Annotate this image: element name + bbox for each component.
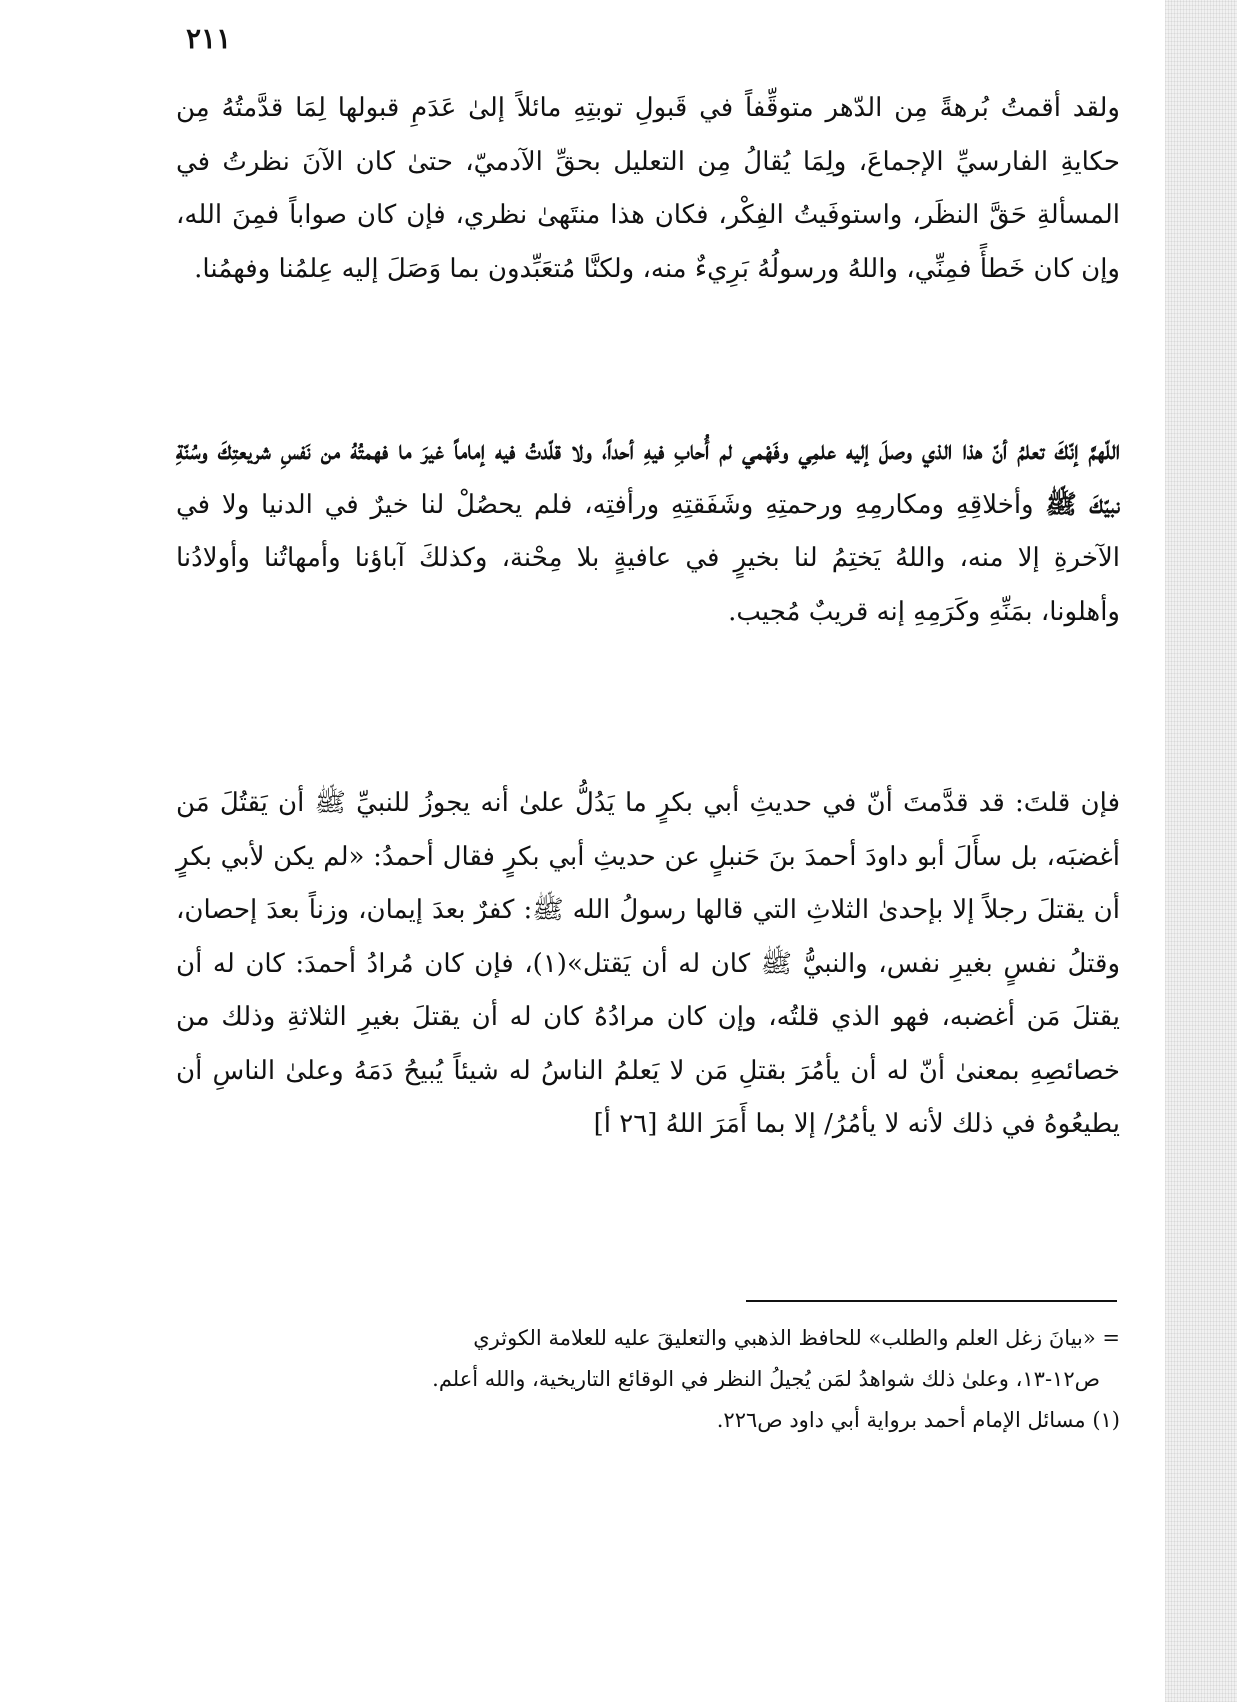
page-number: ٢١١ (186, 22, 232, 55)
footnote-continuation-line-2: ص١٢-١٣، وعلىٰ ذلك شواهدُ لمَن يُجيلُ النظر في الوقائع التاريخية، والله أعلم. (432, 1367, 1100, 1391)
paragraph-1: ولقد أقمتُ بُرهةً مِن الدّهر متوقِّفاً في قَبولِ توبتِهِ مائلاً إلىٰ عَدَمِ قبولها لِمَا قدَّمتُهُ مِن حكايةِ الفارسيِّ الإجماعَ، ولِمَا يُقالُ مِن التعليل بحقِّ الآدميّ، حتىٰ كان الآنَ نظرتُ في المسألةِ حَقَّ النظَر، واستوفَيتُ الفِكْر، فكان هذا منتَهىٰ نظري، فإن كان صواباً فمِنَ الله، وإن كان خَطأً فمِنِّي، واللهُ ورسولُهُ بَرِيءٌ منه، ولكنَّا مُتعَبِّدون بما وَصَلَ إليه عِلمُنا وفهمُنا. (176, 93, 1120, 284)
footnote-1: (١) مسائل الإمام أحمد برواية أبي داود ص٢٢٦. (716, 1408, 1120, 1432)
footnote-continuation-line: = «بيانَ زغل العلم والطلب» للحافظ الذهبي والتعليقَ عليه للعلامة الكوثري (473, 1326, 1120, 1350)
paragraph-2-bold-prayer: اللّهمَّ إنّكَ تعلمُ أنّ هذا الذي وصلَ إليه علمِي وفَهْمي لم أُحابِ فيهِ أحداً، ولا قلّدتُ فيه إماماً غيرَ ما فهمتُهُ من نَفسِ شريعتِكَ وسُنّةِ نبيّكَ ﷺ (176, 436, 1120, 520)
footnote-divider (746, 1300, 1117, 1302)
page-edge-shading (1165, 0, 1237, 1702)
paragraph-3: فإن قلتَ: قد قدَّمتَ أنّ في حديثِ أبي بكرٍ ما يَدُلُّ علىٰ أنه يجوزُ للنبيِّ ﷺ أن يَقتُلَ مَن أغضبَه، بل سأَلَ أبو داودَ أحمدَ بنَ حَنبلٍ عن حديثِ أبي بكرٍ فقال أحمدُ: «لم يكن لأبي بكرٍ أن يقتلَ رجلاً إلا بإحدىٰ الثلاثِ التي قالها رسولُ الله ﷺ: كفرٌ بعدَ إيمان، وزناً بعدَ إحصان، وقتلُ نفسٍ بغيرِ نفس، والنبيُّ ﷺ كان له أن يَقتل»(١)، فإن كان مُرادُ أحمدَ: كان له أن يقتلَ مَن أغضبه، فهو الذي قلتُه، وإن كان مرادُهُ كان له أن يقتلَ بغيرِ الثلاثةِ وذلك من خصائصِهِ بمعنىٰ أنّ له أن يأمُرَ بقتلِ مَن لا يَعلمُ الناسُ له شيئاً يُبيحُ دَمَهُ وعلىٰ الناسِ أن يطيعُوهُ في ذلك لأنه لا يأمُرُ/ إلا بما أَمَرَ اللهُ [٢٦ أ] (176, 788, 1121, 1139)
paragraph-2-continuation: وأخلاقِهِ ومكارمِهِ ورحمتِهِ وشَفَقتِهِ ورأفتِه، فلم يحصُلْ لنا خيرٌ في الدنيا ولا في الآخرةِ إلا منه، واللهُ يَختِمُ لنا بخيرٍ في عافيةٍ بلا مِحْنة، وكذلكَ آباؤنا وأمهاتُنا وأولادُنا وأهلونا، بمَنِّهِ وكَرَمِهِ إنه قريبٌ مُجيب. (176, 489, 1120, 627)
paragraph-2 (176, 425, 1120, 639)
footnotes (176, 1318, 1120, 1441)
